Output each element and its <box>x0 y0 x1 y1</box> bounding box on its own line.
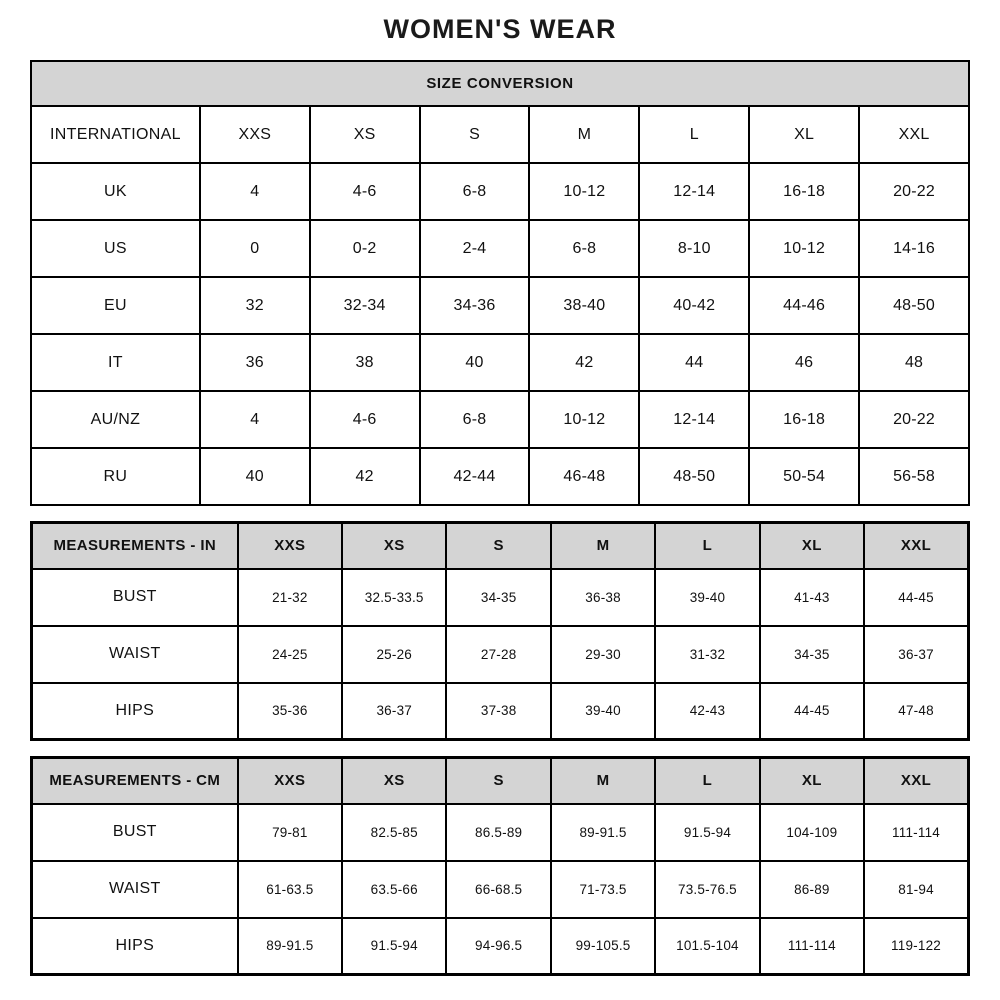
table-header-row <box>31 61 969 106</box>
table-row <box>31 220 969 277</box>
value-cell: 31-32 <box>655 626 759 683</box>
value-cell: XL <box>749 106 859 163</box>
value-cell: 99-105.5 <box>551 918 655 975</box>
size-header-cell: XXS <box>238 523 342 569</box>
table-row <box>32 804 969 861</box>
value-cell: 71-73.5 <box>551 861 655 918</box>
measurements-in-table <box>30 521 970 741</box>
value-cell: 27-28 <box>446 626 550 683</box>
value-cell: 89-91.5 <box>551 804 655 861</box>
table-row <box>32 683 969 740</box>
value-cell: 82.5-85 <box>342 804 446 861</box>
value-cell: 6-8 <box>529 220 639 277</box>
row-label: US <box>31 220 200 277</box>
value-cell: 47-48 <box>864 683 968 740</box>
value-cell: 21-32 <box>238 569 342 626</box>
row-label: INTERNATIONAL <box>31 106 200 163</box>
row-label: UK <box>31 163 200 220</box>
value-cell: 36 <box>200 334 310 391</box>
value-cell: 10-12 <box>749 220 859 277</box>
table-row <box>31 334 969 391</box>
table-row <box>32 626 969 683</box>
value-cell: L <box>639 106 749 163</box>
value-cell: 73.5-76.5 <box>655 861 759 918</box>
size-header-cell: XXL <box>864 523 968 569</box>
size-conversion-title: SIZE CONVERSION <box>31 61 969 106</box>
size-conversion-table <box>30 60 970 506</box>
table-row <box>32 861 969 918</box>
value-cell: 20-22 <box>859 391 969 448</box>
value-cell: 39-40 <box>655 569 759 626</box>
value-cell: 6-8 <box>420 163 530 220</box>
table-row <box>31 277 969 334</box>
value-cell: 34-35 <box>446 569 550 626</box>
size-header-cell: XL <box>760 758 864 804</box>
size-header-cell: XS <box>342 758 446 804</box>
value-cell: 38 <box>310 334 420 391</box>
value-cell: 39-40 <box>551 683 655 740</box>
table-row <box>31 106 969 163</box>
value-cell: XS <box>310 106 420 163</box>
value-cell: 4 <box>200 163 310 220</box>
value-cell: 41-43 <box>760 569 864 626</box>
value-cell: XXL <box>859 106 969 163</box>
value-cell: 44-46 <box>749 277 859 334</box>
size-header-cell: S <box>446 758 550 804</box>
table-row <box>31 163 969 220</box>
row-label: HIPS <box>32 918 238 975</box>
measurements-in-title: MEASUREMENTS - IN <box>32 523 238 569</box>
value-cell: 10-12 <box>529 163 639 220</box>
value-cell: 63.5-66 <box>342 861 446 918</box>
value-cell: 24-25 <box>238 626 342 683</box>
size-header-cell: XXS <box>238 758 342 804</box>
page-title: WOMEN'S WEAR <box>383 14 617 44</box>
value-cell: 81-94 <box>864 861 968 918</box>
value-cell: 4-6 <box>310 391 420 448</box>
value-cell: 50-54 <box>749 448 859 505</box>
table-header-row <box>32 523 969 569</box>
value-cell: 4 <box>200 391 310 448</box>
row-label: RU <box>31 448 200 505</box>
table-row <box>32 918 969 975</box>
value-cell: 12-14 <box>639 391 749 448</box>
measurements-cm-table <box>30 756 970 976</box>
value-cell: 94-96.5 <box>446 918 550 975</box>
value-cell: 42 <box>310 448 420 505</box>
value-cell: 20-22 <box>859 163 969 220</box>
table-header-row <box>32 758 969 804</box>
value-cell: 66-68.5 <box>446 861 550 918</box>
value-cell: 46-48 <box>529 448 639 505</box>
value-cell: 79-81 <box>238 804 342 861</box>
value-cell: 91.5-94 <box>342 918 446 975</box>
size-header-cell: L <box>655 758 759 804</box>
value-cell: 46 <box>749 334 859 391</box>
value-cell: 40 <box>420 334 530 391</box>
value-cell: 29-30 <box>551 626 655 683</box>
value-cell: 56-58 <box>859 448 969 505</box>
value-cell: 36-38 <box>551 569 655 626</box>
value-cell: M <box>529 106 639 163</box>
value-cell: 42-44 <box>420 448 530 505</box>
size-header-cell: M <box>551 523 655 569</box>
row-label: HIPS <box>32 683 238 740</box>
size-header-cell: XL <box>760 523 864 569</box>
table-row <box>32 569 969 626</box>
table-row <box>31 391 969 448</box>
value-cell: 34-35 <box>760 626 864 683</box>
row-label: AU/NZ <box>31 391 200 448</box>
value-cell: 36-37 <box>864 626 968 683</box>
value-cell: S <box>420 106 530 163</box>
value-cell: 42-43 <box>655 683 759 740</box>
value-cell: 44-45 <box>864 569 968 626</box>
value-cell: 89-91.5 <box>238 918 342 975</box>
value-cell: 10-12 <box>529 391 639 448</box>
size-header-cell: L <box>655 523 759 569</box>
value-cell: 35-36 <box>238 683 342 740</box>
value-cell: 14-16 <box>859 220 969 277</box>
measurements-cm-title: MEASUREMENTS - CM <box>32 758 238 804</box>
value-cell: 44 <box>639 334 749 391</box>
value-cell: 32 <box>200 277 310 334</box>
value-cell: 48 <box>859 334 969 391</box>
value-cell: 0 <box>200 220 310 277</box>
value-cell: XXS <box>200 106 310 163</box>
value-cell: 104-109 <box>760 804 864 861</box>
size-header-cell: XS <box>342 523 446 569</box>
size-header-cell: S <box>446 523 550 569</box>
value-cell: 32-34 <box>310 277 420 334</box>
value-cell: 36-37 <box>342 683 446 740</box>
value-cell: 40 <box>200 448 310 505</box>
row-label: IT <box>31 334 200 391</box>
value-cell: 40-42 <box>639 277 749 334</box>
row-label: BUST <box>32 804 238 861</box>
value-cell: 44-45 <box>760 683 864 740</box>
value-cell: 91.5-94 <box>655 804 759 861</box>
value-cell: 119-122 <box>864 918 968 975</box>
row-label: WAIST <box>32 626 238 683</box>
value-cell: 37-38 <box>446 683 550 740</box>
value-cell: 6-8 <box>420 391 530 448</box>
table-row <box>31 448 969 505</box>
value-cell: 111-114 <box>864 804 968 861</box>
value-cell: 48-50 <box>859 277 969 334</box>
value-cell: 38-40 <box>529 277 639 334</box>
value-cell: 16-18 <box>749 391 859 448</box>
row-label: BUST <box>32 569 238 626</box>
value-cell: 0-2 <box>310 220 420 277</box>
value-cell: 86-89 <box>760 861 864 918</box>
value-cell: 16-18 <box>749 163 859 220</box>
value-cell: 4-6 <box>310 163 420 220</box>
value-cell: 101.5-104 <box>655 918 759 975</box>
value-cell: 34-36 <box>420 277 530 334</box>
value-cell: 42 <box>529 334 639 391</box>
value-cell: 25-26 <box>342 626 446 683</box>
row-label: WAIST <box>32 861 238 918</box>
size-header-cell: XXL <box>864 758 968 804</box>
value-cell: 111-114 <box>760 918 864 975</box>
size-header-cell: M <box>551 758 655 804</box>
value-cell: 2-4 <box>420 220 530 277</box>
value-cell: 32.5-33.5 <box>342 569 446 626</box>
value-cell: 61-63.5 <box>238 861 342 918</box>
value-cell: 48-50 <box>639 448 749 505</box>
value-cell: 8-10 <box>639 220 749 277</box>
row-label: EU <box>31 277 200 334</box>
value-cell: 86.5-89 <box>446 804 550 861</box>
value-cell: 12-14 <box>639 163 749 220</box>
